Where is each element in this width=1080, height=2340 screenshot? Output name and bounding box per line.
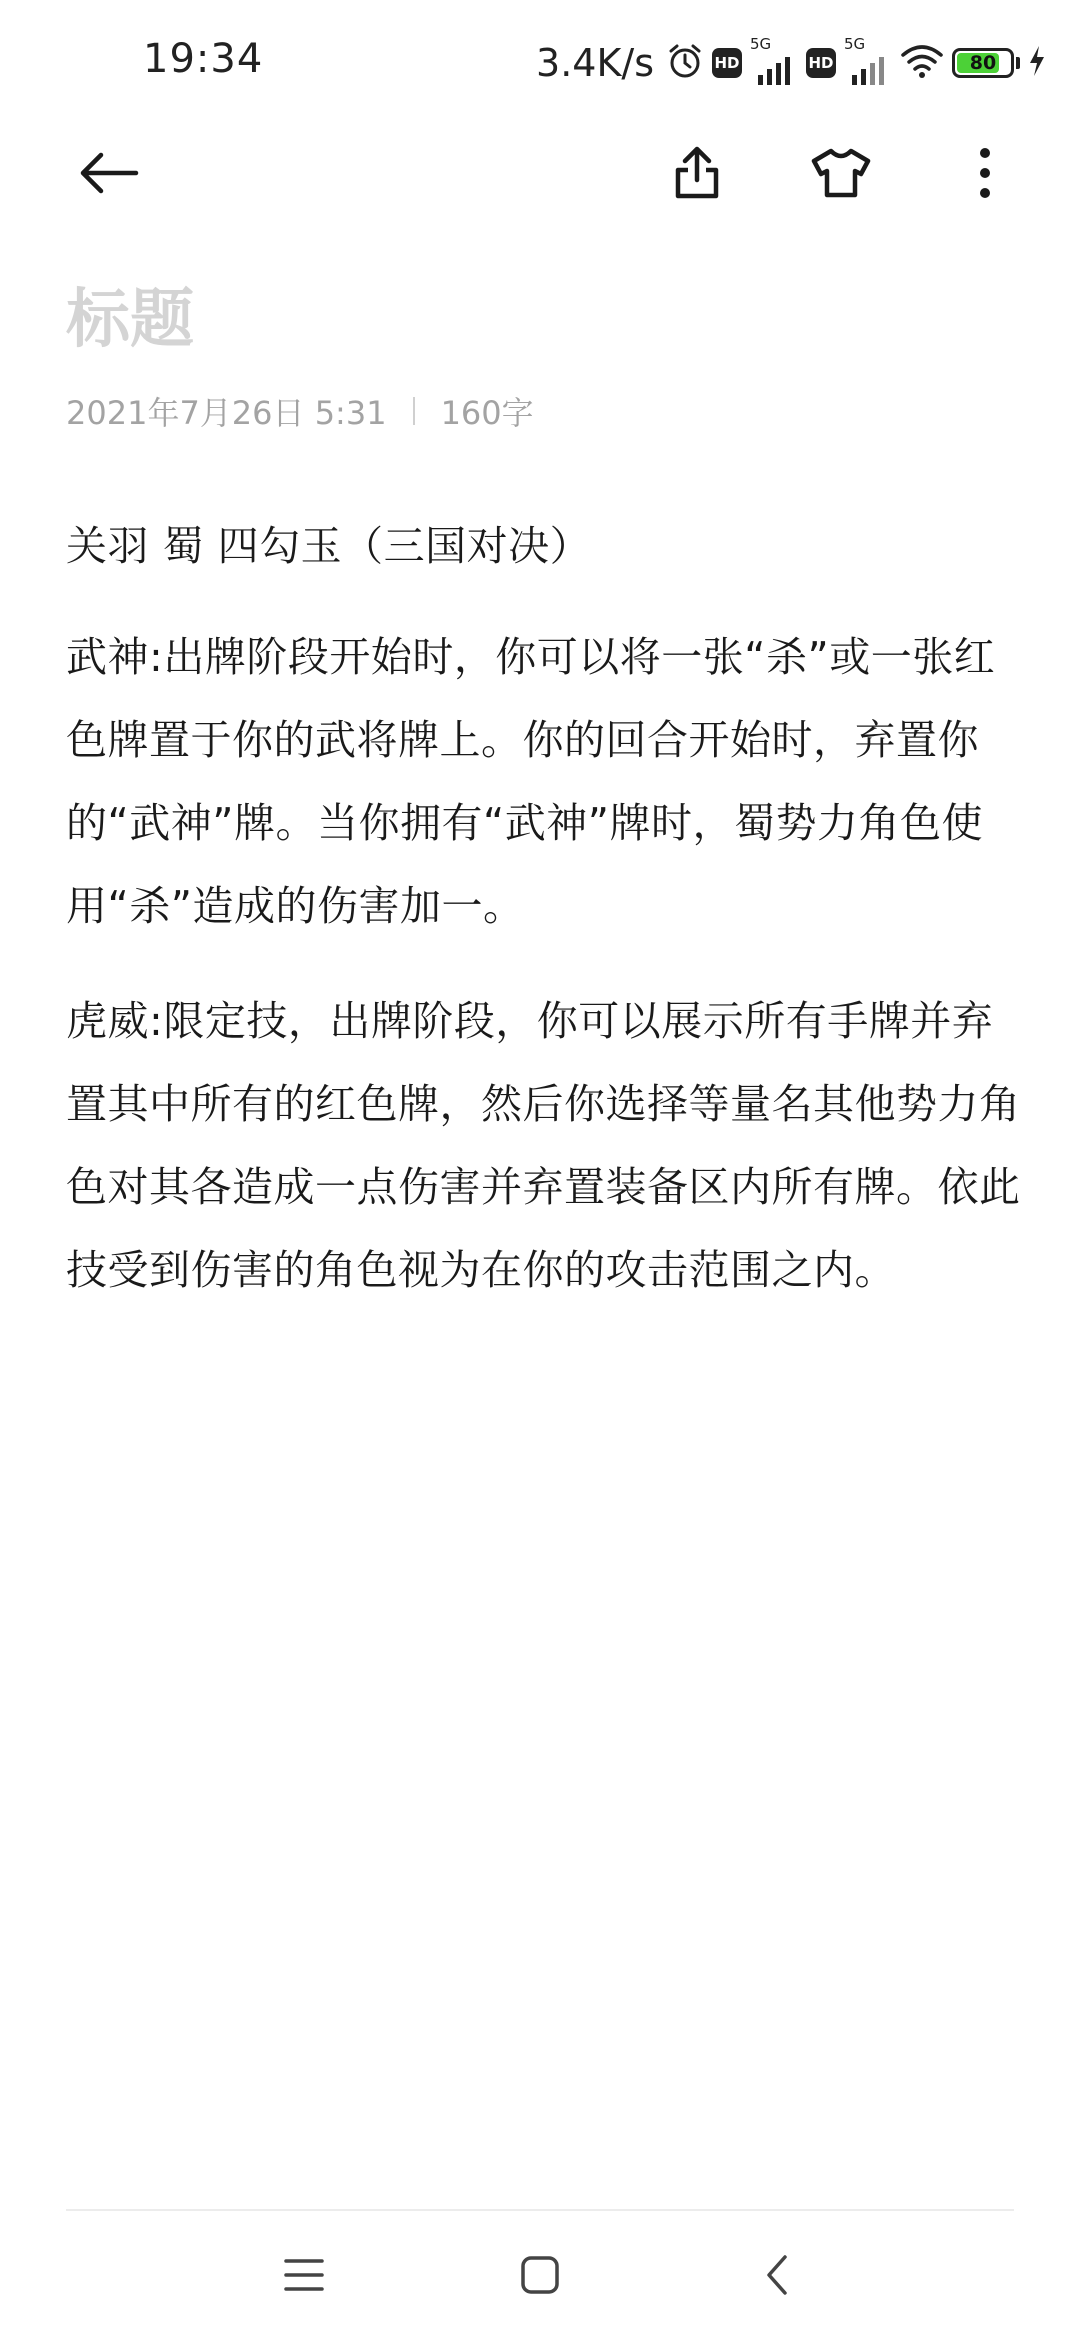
share-icon [672, 146, 722, 204]
note-title-field[interactable]: 标题 [66, 283, 194, 357]
back-arrow-icon [79, 151, 139, 199]
signal-icon-secondary [844, 35, 892, 85]
battery-cap [1016, 57, 1020, 69]
bottom-divider [66, 2209, 1014, 2211]
theme-button[interactable] [796, 130, 886, 220]
more-options-button[interactable] [940, 130, 1030, 220]
wifi-icon [900, 43, 944, 83]
system-back-button[interactable] [737, 2237, 817, 2317]
home-icon [520, 2255, 560, 2299]
charging-icon [1028, 45, 1046, 81]
hd-badge-secondary: HD [806, 48, 836, 78]
note-paragraph-wushen: 武神:出牌阶段开始时，你可以将一张“杀”或一张红色牌置于你的武将牌上。你的回合开始时，弃置你的“武神”牌。当你拥有“武神”牌时，蜀势力角色使用“杀”造成的伤害加一。 [66, 633, 996, 930]
note-paragraph-huwei: 虎威:限定技，出牌阶段，你可以展示所有手牌并弃置其中所有的红色牌，然后你选择等量名其他势力角色对其各造成一点伤害并弃置装备区内所有牌。依此技受到伤害的角色视为在你的攻击范围之内。 [66, 997, 1021, 1294]
battery-icon [952, 48, 1014, 78]
note-paragraph-heading: 关羽 蜀 四勾玉（三国对决） [66, 522, 592, 570]
network-type-label: 5G [750, 35, 772, 53]
theme-shirt-icon [811, 147, 871, 203]
status-time: 19:34 [143, 36, 264, 82]
home-button[interactable] [500, 2237, 580, 2317]
status-indicators [536, 35, 1046, 88]
more-options-icon [978, 147, 992, 203]
note-toolbar [0, 130, 1080, 220]
share-button[interactable] [652, 130, 742, 220]
signal-icon [750, 35, 798, 85]
hd-badge: HD [712, 48, 742, 78]
network-type-label-secondary: 5G [844, 35, 866, 53]
back-icon [764, 2254, 790, 2300]
system-nav-bar [0, 2215, 1080, 2340]
meta-divider [413, 397, 415, 425]
recent-apps-button[interactable] [264, 2237, 344, 2317]
menu-icon [284, 2257, 324, 2297]
note-char-count: 160字 [440, 394, 534, 432]
note-date: 2021年7月26日 5:31 [66, 394, 387, 432]
note-meta [66, 388, 534, 434]
back-button[interactable] [64, 130, 154, 220]
note-body-editor[interactable] [66, 505, 1026, 1344]
network-speed: 3.4K/s [536, 41, 654, 85]
battery-level: 80 [969, 52, 997, 74]
status-bar [0, 0, 1080, 130]
alarm-icon [666, 42, 704, 84]
